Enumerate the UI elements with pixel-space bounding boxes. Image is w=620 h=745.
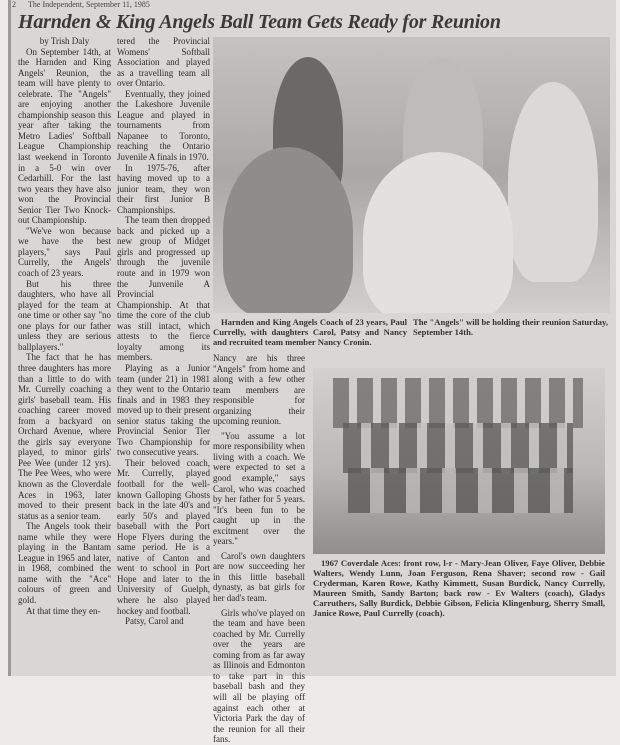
front-row [348, 468, 573, 513]
paragraph: Nancy are his three "Angels" from home and along with a few other team members are responsible for organizing their upcoming reunion. [213, 353, 305, 427]
photo1-caption [213, 317, 407, 347]
photo2-caption [313, 558, 605, 618]
back-row [333, 378, 583, 428]
article-column-1 [18, 36, 111, 616]
second-row [343, 423, 573, 473]
paragraph: tered the Provincial Womens' Softball Association and played as a travelling team all over Ontario. [117, 36, 210, 89]
paragraph: "You assume a lot more responsibility when living with a coach. We were expected to set a good example," says Carol, who was coached by her father for 5 years. "It's been fun to be caught up in the excitment over the years." [213, 430, 305, 547]
paragraph: Playing as a Junior team (under 21) in 1981 they went to the Ontario finals and in 1983 they moved up to their present senior status taking the Provincial Senior Tier Two Championship for two consecutive years. [117, 362, 210, 458]
paragraph: In 1975-76, after having moved up to a junior team, they won their first Junior B Championships. [117, 162, 210, 215]
paragraph: But his three daughters, who have all played for the team at one time or other say "no one plays for our father unless they are serious ballplayers." [18, 278, 111, 352]
team-photo-1967 [313, 368, 605, 554]
paragraph: The Angels took their name while they were playing in the Bantam League in 1965 and later, in 1968, combined the name with the "Ace" colours of green and gold. [18, 521, 111, 605]
photo1-caption-reunion [413, 317, 608, 337]
paragraph: Eventually, they joined the Lakeshore Juvenile League and played in tournaments from Napanee to Toronto, reaching the Ontario Juvenile A finals in 1970. [117, 88, 210, 163]
paragraph: Carol's own daughters are now succeeding her in this little baseball dynasty, as bat girls for her dad's team. [213, 550, 305, 604]
paragraph: "We've won because we have the best players," says Paul Currelly, the Angels' coach of 23 years. [18, 225, 111, 279]
paragraph: The fact that he has three daughters has more than a little to do with Mr. Currelly coaching a girls' baseball team. His coaching career moved from a backyard on Orchard Avenue, where the girls say everyone played, to minor girls' Pee Wee (under 12 yrs). The Pee Wees, who were known as the Cloverdale Aces in 1963, later moved to their present status as a senior team. [18, 352, 111, 521]
caption-text: Harnden and King Angels Coach of 23 years, Paul Currelly, with daughters Carol, Patsy and Nancy and recruited team member Nancy Cronin. [213, 317, 407, 347]
paragraph: Patsy, Carol and [125, 616, 184, 627]
paragraph: Their beloved coach, Mr. Currelly, played football for the well-known Galloping Ghosts back in the late 40's and early 50's and played baseball with the Port Hope Flyers during the same period. He is a native of Canton and went to school in Port Hope and later to the University of Guelph, where he also played hockey and football. [117, 457, 210, 616]
paragraph: The team then dropped back and picked up a new group of Midget girls and progressed up through the juvenile route and in 1979 won the Junvenile A Provincial Championship. At that time the core of the club was still intact, which attests to the fierce loyalty among its members. [117, 215, 210, 363]
person-silhouette [223, 147, 353, 313]
dateline [12, 0, 162, 9]
page-number: 2 [12, 0, 16, 9]
caption-text: The "Angels" will be holding their reunion Saturday, September 14th. [413, 317, 608, 337]
publication-date: The Independent, September 11, 1985 [28, 0, 150, 9]
paragraph: On September 14th, at the Harnden and King Angels' Reunion, the team will have plenty to celebrate. The "Angels" are enjoying another championship season this year after taking the Metro Ladies' Softball League Championship last weekend in Toronto in a 5-0 win over Cedarhill. For the last two years they have also won the Provincial Senior Tier Two Knock-out Championship. [18, 46, 111, 226]
byline: by Trish Daly [39, 36, 90, 46]
article-column-2 [117, 36, 210, 627]
person-silhouette [508, 82, 598, 282]
article-column-3 [213, 353, 305, 745]
paragraph: Girls who've played on the team and have been coached by Mr. Currelly over the years are coming from as far away as Illinois and Edmonton to take part in this baseball bash and they will all be playing off against each other at Victoria Park the day of the reunion for all their fans. [213, 607, 305, 745]
paragraph: At that time they en- [26, 605, 101, 616]
caption-text: 1967 Coverdale Aces: front row, l-r - Mary-Jean Oliver, Faye Oliver, Debbie Walters, Wendy Lunn, Joan Ferguson, Rena Shaver; second row - Gail Cryderman, Karen Rowe, Kathy Kimmett, Susan Burdick, Nancy Currelly, Maureen Smith, Sandy Barton; back row - Ev Walters (coach), Gladys Carruthers, Sally Burdick, Debbie Gibson, Felicia Klingenburg, Sherry Small, Janice Rowe, Paul Currelly (coach). [313, 558, 605, 618]
headline: Harnden & King Angels Ball Team Gets Ready for Reunion [18, 11, 501, 33]
person-silhouette [363, 152, 513, 313]
family-photo [213, 37, 610, 313]
